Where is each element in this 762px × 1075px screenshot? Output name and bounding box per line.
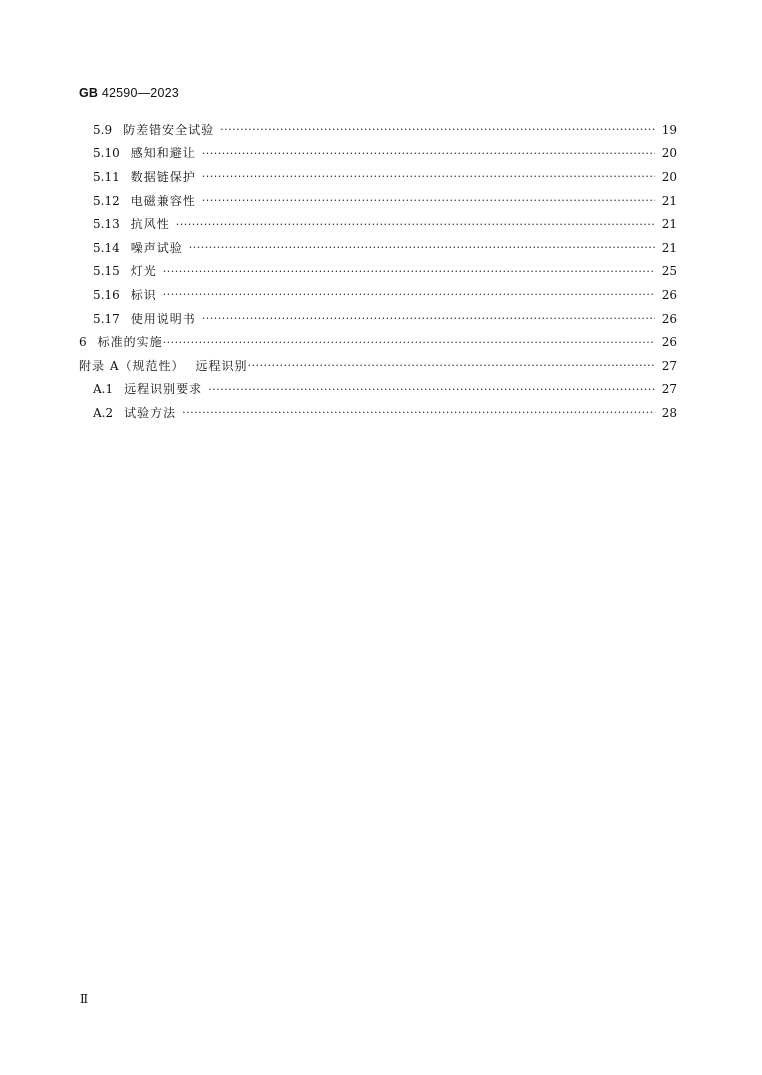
standard-prefix: GB xyxy=(79,86,99,100)
toc-dot-leader xyxy=(248,360,656,371)
toc-entry-page: 19 xyxy=(661,122,677,137)
toc-entry-page: 21 xyxy=(661,193,677,208)
toc-dot-leader xyxy=(202,313,655,324)
toc-entry-page: 27 xyxy=(661,358,677,373)
toc-entry-number: A.2 xyxy=(93,405,114,420)
toc-entry-title: 电磁兼容性 xyxy=(130,193,196,208)
toc-entry-page: 28 xyxy=(661,405,677,420)
toc-entry-5-16[interactable] xyxy=(79,283,677,307)
toc-entry-title: 使用说明书 xyxy=(130,311,196,326)
toc-entry-5-10[interactable] xyxy=(79,142,677,166)
toc-entry-page: 26 xyxy=(661,311,677,326)
toc-entry-number: 5.15 xyxy=(93,264,120,279)
toc-dot-leader xyxy=(189,242,655,253)
toc-dot-leader xyxy=(202,195,655,206)
toc-dot-leader xyxy=(176,219,655,230)
toc-dot-leader xyxy=(208,384,655,395)
toc-entry-title: 试验方法 xyxy=(124,405,177,420)
toc-entry-title: 感知和避让 xyxy=(130,146,196,161)
toc-entry-number: 附录 A（规范性） xyxy=(79,358,185,373)
toc-entry-5-9[interactable] xyxy=(79,118,677,142)
toc-entry-page: 26 xyxy=(661,335,677,350)
toc-entry-page: 21 xyxy=(661,217,677,232)
toc-entry-6[interactable] xyxy=(79,330,677,354)
toc-entry-title: 噪声试验 xyxy=(130,240,183,255)
document-header xyxy=(79,86,179,100)
toc-entry-title: 抗风性 xyxy=(130,217,170,232)
toc-entry-number: 5.11 xyxy=(93,169,120,184)
toc-entry-title: 防差错安全试验 xyxy=(123,122,215,137)
toc-entry-5-13[interactable] xyxy=(79,212,677,236)
toc-entry-number: A.1 xyxy=(93,382,114,397)
toc-entry-page: 26 xyxy=(661,287,677,302)
page-number-footer: Ⅱ xyxy=(80,992,89,1006)
toc-entry-page: 20 xyxy=(661,169,677,184)
toc-entry-number: 5.10 xyxy=(93,146,120,161)
toc-entry-a-2[interactable] xyxy=(79,401,677,425)
toc-entry-5-12[interactable] xyxy=(79,189,677,213)
toc-dot-leader xyxy=(163,289,655,300)
toc-entry-number: 5.14 xyxy=(93,240,120,255)
toc-entry-5-15[interactable] xyxy=(79,260,677,284)
toc-dot-leader xyxy=(202,148,655,159)
toc-entry-page: 20 xyxy=(661,146,677,161)
toc-entry-5-11[interactable] xyxy=(79,165,677,189)
toc-entry-page: 25 xyxy=(661,264,677,279)
toc-entry-5-14[interactable] xyxy=(79,236,677,260)
toc-dot-leader xyxy=(202,171,655,182)
toc-entry-title: 灯光 xyxy=(130,264,157,279)
toc-entry-number: 5.16 xyxy=(93,287,120,302)
toc-entry-number: 5.13 xyxy=(93,217,120,232)
toc-entry-number: 5.9 xyxy=(93,122,113,137)
toc-entry-title: 远程识别 xyxy=(195,358,248,373)
toc-entry-page: 21 xyxy=(661,240,677,255)
toc-entry-title: 远程识别要求 xyxy=(124,382,203,397)
toc-dot-leader xyxy=(163,337,655,348)
standard-number: 42590—2023 xyxy=(101,86,179,100)
toc-entry-5-17[interactable] xyxy=(79,307,677,331)
toc-entry-number: 6 xyxy=(79,335,87,350)
toc-dot-leader xyxy=(220,124,655,135)
toc-entry-title: 标识 xyxy=(130,287,157,302)
toc-dot-leader xyxy=(163,266,655,277)
toc-entry-title: 标准的实施 xyxy=(97,335,163,350)
toc-dot-leader xyxy=(182,407,655,418)
table-of-contents xyxy=(79,118,677,425)
toc-entry-page: 27 xyxy=(661,382,677,397)
toc-entry-title: 数据链保护 xyxy=(130,169,196,184)
toc-entry-number: 5.12 xyxy=(93,193,120,208)
toc-entry-appendix-a[interactable] xyxy=(79,354,677,378)
toc-entry-a-1[interactable] xyxy=(79,378,677,402)
toc-entry-number: 5.17 xyxy=(93,311,120,326)
